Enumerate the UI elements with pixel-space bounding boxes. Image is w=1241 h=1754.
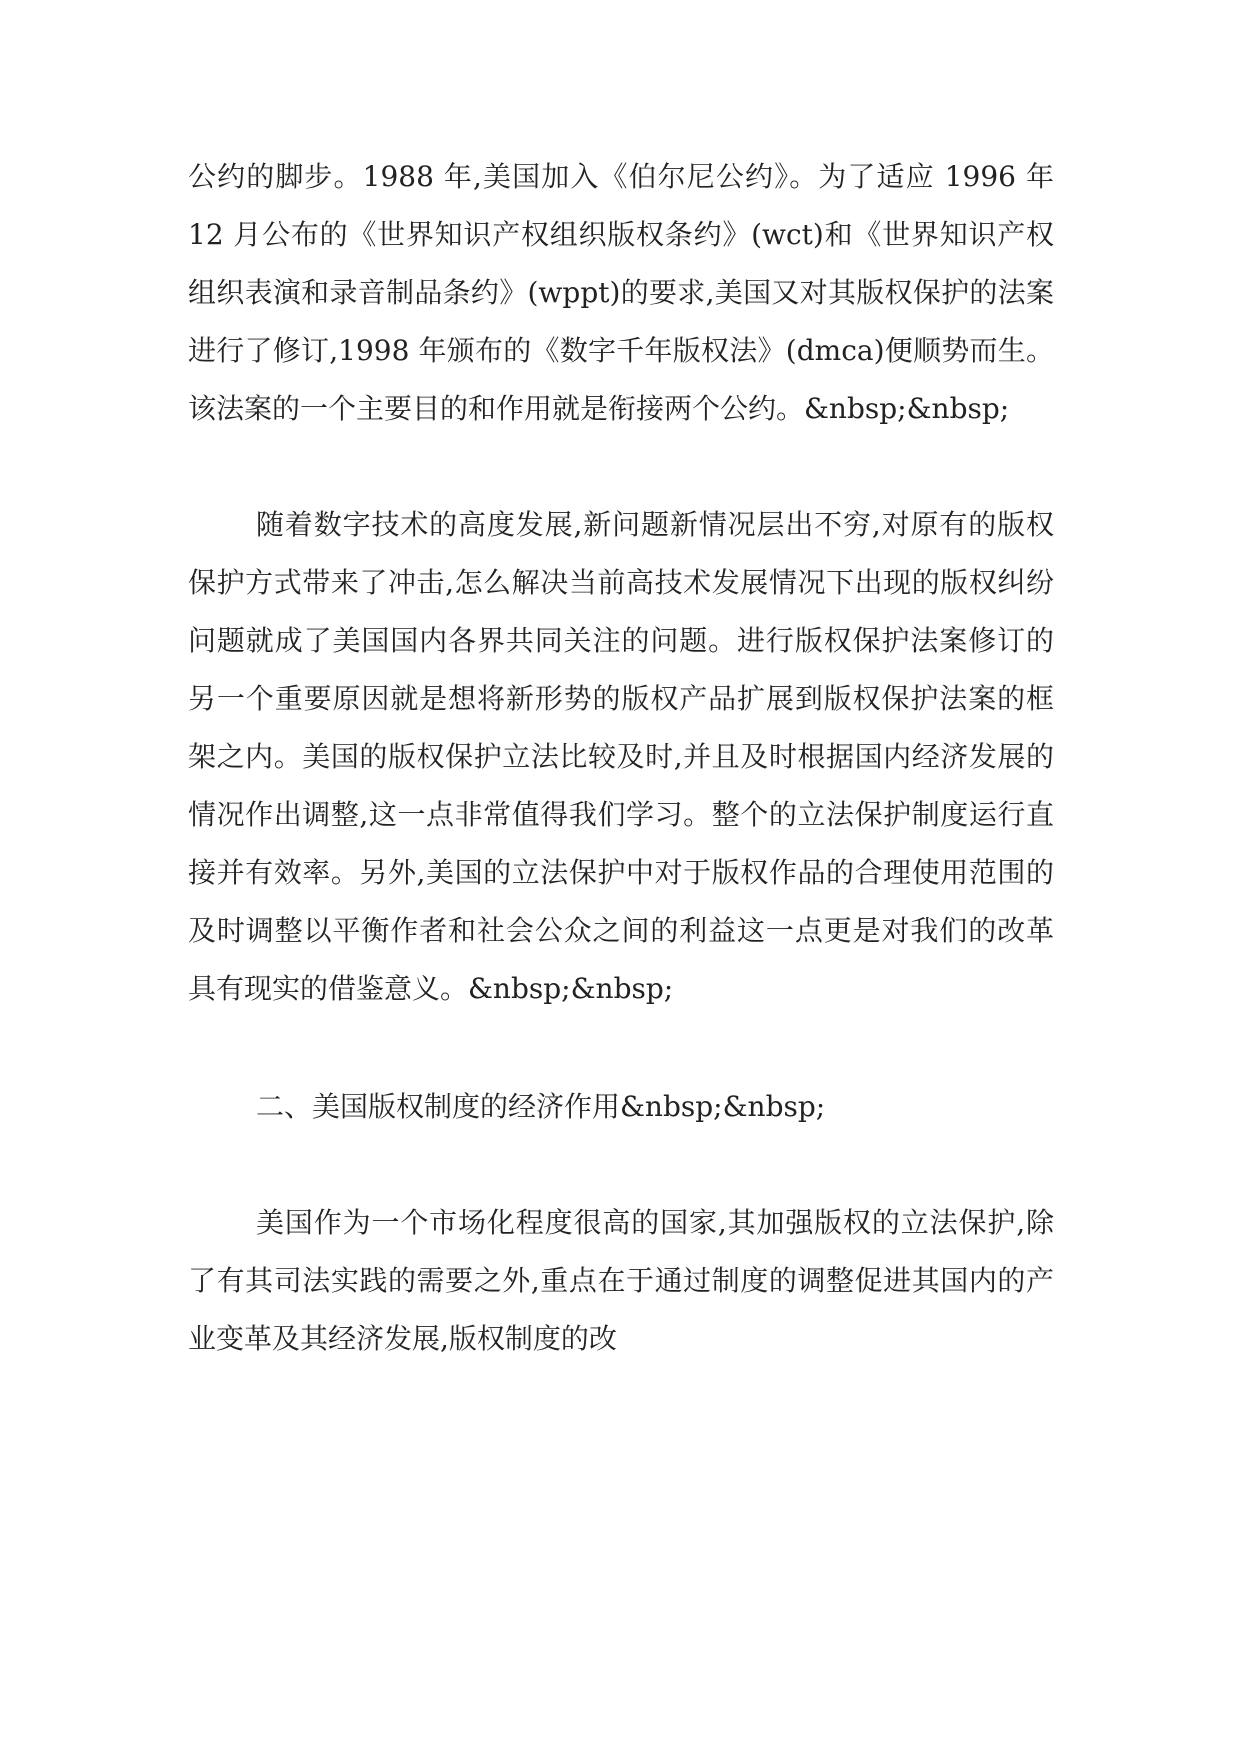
paragraph-spacer	[188, 1136, 1054, 1194]
section-heading: 二、美国版权制度的经济作用&nbsp;&nbsp;	[256, 1090, 826, 1123]
paragraph-spacer	[188, 1018, 1054, 1078]
paragraph-spacer	[188, 438, 1054, 496]
paragraph-3: 美国作为一个市场化程度很高的国家,其加强版权的立法保护,除了有其司法实践的需要之外,重点在于通过制度的调整促进其国内的产业变革及其经济发展,版权制度的改	[188, 1206, 1054, 1355]
document-page	[188, 148, 1054, 1368]
paragraph-2: 随着数字技术的高度发展,新问题新情况层出不穷,对原有的版权保护方式带来了冲击,怎么解决当前高技术发展情况下出现的版权纠纷问题就成了美国国内各界共同关注的问题。进行版权保护法案修订的另一个重要原因就是想将新形势的版权产品扩展到版权保护法案的框架之内。美国的版权保护立法比较及时,并且及时根据国内经济发展的情况作出调整,这一点非常值得我们学习。整个的立法保护制度运行直接并有效率。另外,美国的立法保护中对于版权作品的合理使用范围的及时调整以平衡作者和社会公众之间的利益这一点更是对我们的改革具有现实的借鉴意义。&nbsp;&nbsp;	[188, 508, 1054, 1005]
paragraph-1: 公约的脚步。1988 年,美国加入《伯尔尼公约》。为了适应 1996 年 12 月公布的《世界知识产权组织版权条约》(wct)和《世界知识产权组织表演和录音制品条约》(wppt)的要求,美国又对其版权保护的法案进行了修订,1998 年颁布的《数字千年版权法》(dmca)便顺势而生。该法案的一个主要目的和作用就是衔接两个公约。&nbsp;&nbsp;	[188, 160, 1054, 425]
